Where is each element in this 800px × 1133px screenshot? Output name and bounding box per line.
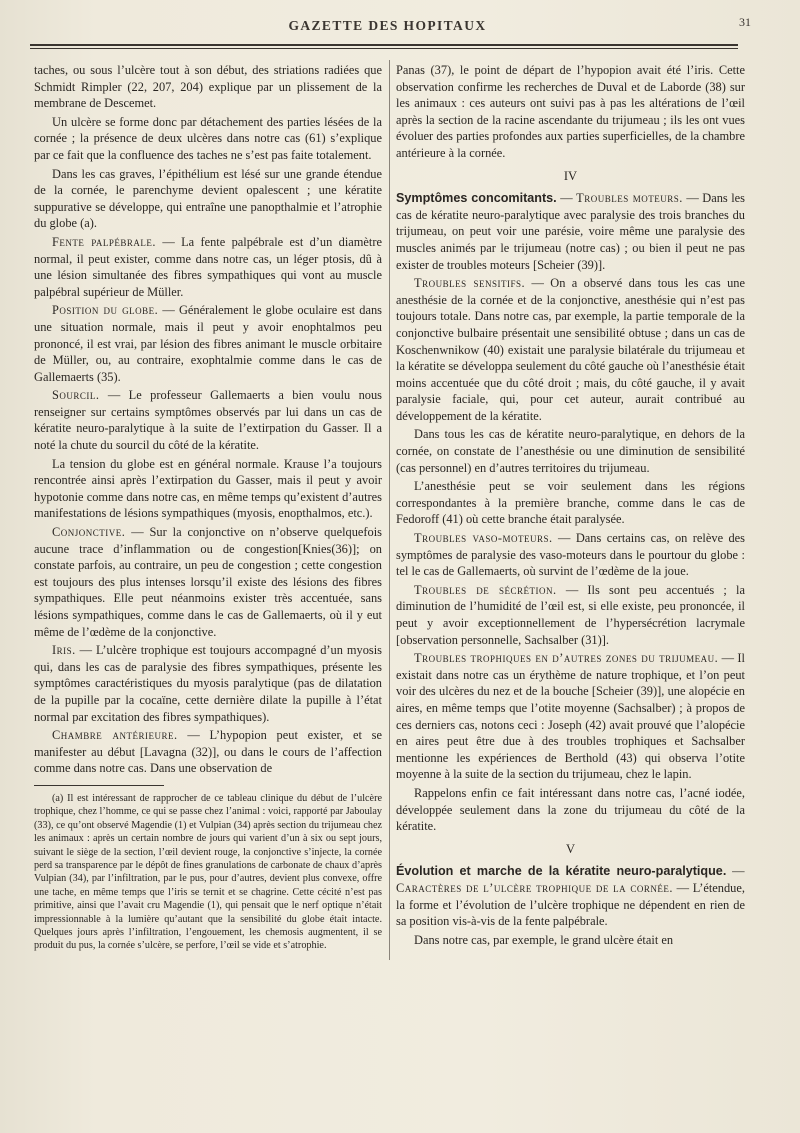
paragraph-text: — L’étendue, la forme et l’évolution de l’ulcère trophique ne dépendent en rien de sa position vis-à-vis de la fente palpébrale. — [396, 880, 745, 929]
paragraph: Dans les cas graves, l’épithélium est lésé sur une grande étendue de la cornée, le parenchyme devient opalescent ; une kératite suppurative se développe, qui entraîne une panopthalmie et l’atrophie du globe (a). — [34, 166, 382, 231]
paragraph-evolution — [396, 863, 745, 929]
column-divider — [389, 60, 390, 960]
subheading: Troubles de sécrétion. — [414, 582, 557, 597]
paragraph-chambre — [34, 727, 382, 777]
paragraph: taches, ou sous l’ulcère tout à son début, des striations radiées que Schmidt Rimpler (22, 207, 204) explique par un plissement de la membrane de Descemet. — [34, 63, 382, 111]
paragraph-symptomes: Symptômes concomitants. — Troubles moteurs. — Dans les cas de kératite neuro-paralytique avec paralysie des trois branches du trijumeau, on peut voir une parésie, voire même une paralysie des muscles animés par le trijumeau (notre cas) ; ou bien il peut ne pas exister de troubles moteurs [Scheier (39)]. — [396, 191, 745, 272]
subheading: Fente palpébrale. — [52, 234, 156, 249]
paragraph-fente — [34, 234, 382, 300]
paragraph-text: — L’ulcère trophique est toujours accompagné d’un myosis qui, dans les cas de paralysie des fibres sympathiques, présente les symptômes caractéristiques du myosis paralytique (pas de dilatation de la pupille par la cocaïne, cette dernière dilate la pupille à l’état normal par excitation des fibres sympathiques). — [34, 643, 382, 724]
paragraph-iris — [34, 642, 382, 725]
paragraph-trophiques — [396, 650, 745, 783]
paragraph: La tension du globe est en général normale. Krause l’a toujours rencontrée ainsi après l’extirpation du Gasser, mais il peut y avoir hypotonie comme dans notre cas, en même temps qu’existent d’autres manifestations de lésions sympathiques (myosis, enopthalmos, etc.). — [34, 456, 382, 521]
page-number: 31 — [739, 15, 751, 29]
paragraph-conjonctive — [34, 524, 382, 640]
section-heading: Évolution et marche de la kératite neuro-paralytique. — [396, 864, 727, 879]
subheading: Position du globe. — [52, 303, 159, 318]
paragraph: L’anesthésie peut se voir seulement dans les régions correspondantes à la première branche, comme dans le cas de Fedoroff (41) où cette branche était paralysée. — [396, 479, 745, 527]
paragraph-secretion — [396, 582, 745, 648]
paragraph-text: — Le professeur Gallemaerts a bien voulu nous renseigner sur certains symptômes observés par lui dans un cas de kératite neuro-paralytique à la suite de l’extirpation du Gasser. Il a noté la chute du sourcil du côté de la kératite. — [34, 388, 382, 453]
subheading: Troubles vaso-moteurs. — [414, 531, 553, 546]
paragraph-text: — La fente palpébrale est d’un diamètre normal, il peut exister, comme dans notre cas, un léger ptosis, dû à une lésion simultanée des fibres sympathiques qui vont au muscle palpébral supérieur de Müller. — [34, 234, 382, 299]
paragraph-sensitifs — [396, 275, 745, 424]
journal-title: GAZETTE DES HOPITAUX — [288, 18, 487, 33]
subheading: Sourcil. — [52, 388, 100, 403]
paragraph-text: — L’hypopion peut exister, et se manifester au début [Lavagna (32)], ou dans le cours de l’affection comme dans notre cas. Dans une observation de — [34, 728, 382, 776]
section-number: IV — [563, 168, 578, 183]
subheading: — Caractères de l’ulcère trophique de la cornée. — [396, 864, 745, 895]
paragraph-text: — Sur la conjonctive on n’observe quelquefois aucune trace d’inflammation ou de congestion[Knies(36)]; on constate parfois, au contraire, un peu de congestion ; cette congestion est toujours des plus intenses lorsqu’il existe des lésions des fibres sympathiques. Elle peut néanmoins exister très accentuée, sans lésions sympathiques, comme dans le cas de Gallemaerts, où il y eut même de l’œdème de la conjonctive. — [34, 525, 382, 639]
paragraph: Dans tous les cas de kératite neuro-paralytique, en dehors de la cornée, on constate de l’anesthésie ou une diminution de sensibilité (cas personnel) en d’autres territoires du trijumeau. — [396, 427, 745, 475]
paragraph: Dans notre cas, par exemple, le grand ulcère était en — [414, 932, 674, 947]
paragraph-text: — Dans les cas de kératite neuro-paralytique avec paralysie des trois branches du trijumeau, on peut voir une parésie, voire même une paralysie des muscles animés par le trijumeau (notre cas) ; ou bien il peut ne pas exister de troubles moteurs [Scheier (39)]. — [396, 191, 745, 272]
paragraph-vaso — [396, 530, 745, 580]
paragraph: Rappelons enfin ce fait intéressant dans notre cas, l’acné iodée, développée seulement dans la zone du trijumeau du côté de la kératite. — [396, 785, 745, 834]
paragraph-sourcil — [34, 387, 382, 453]
footnote-rule — [34, 785, 164, 786]
subheading: Troubles sensitifs. — [414, 276, 526, 291]
paragraph-text: — On a observé dans tous les cas une anesthésie de la cornée et de la conjonctive, anesthésie qui n’est pas toujours totale. Dans notre cas, par exemple, la partie temporale de la conjonctive bulbaire présentait une sensibilité obtuse ; dans un cas de Koschenwnikow (40) existait une paralysie bilatérale du trijumeau et la kératite se développa seulement du côté gauche où l’anesthésie était moins accentuée que du côté droit ; mais, du côté gauche, il y avait paralysie faciale, qui, pour cet auteur, aurait contribué au développement de la kératite. — [396, 276, 745, 423]
paragraph-position — [34, 302, 382, 385]
left-column — [34, 62, 382, 955]
subheading: Troubles trophiques en d’autres zones du trijumeau. — [414, 651, 719, 666]
header-rule — [30, 44, 738, 46]
header-rule-thin — [30, 48, 738, 49]
paragraph-text: — Dans certains cas, on relève des symptômes de paralysie des vaso-moteurs dans le pourtour du globe : tel le cas de Gallemaerts, où survint de l’œdème de la joue. — [396, 531, 746, 579]
paragraph: Panas (37), le point de départ de l’hypopion avait été l’iris. Cette observation confirme les recherches de Duval et de Laborde (38) sur les animaux : ces auteurs ont suivi pas à pas les altérations de l’œil après la section de la racine ascendante du trijumeau ; ils les ont vues évoluer des parties profondes aux parties superficielles, de la chambre antérieure à la cornée. — [396, 63, 745, 160]
paragraph-text: — Généralement le globe oculaire est dans une situation normale, mais il peut y avoir enophtalmos peu prononcé, il est vrai, par lésion des fibres animant le muscle orbitaire de Müller, ou, au contraire, exophtalmie comme dans le cas de Gallemaerts (35). — [34, 303, 382, 384]
subheading: Iris. — [52, 643, 76, 658]
paragraph: Un ulcère se forme donc par détachement des parties lésées de la cornée ; la présence de deux ulcères dans notre cas (61) s’explique par ce fait que la confluence des taches ne s’est pas faite totalement. — [34, 114, 382, 162]
section-number: V — [565, 841, 576, 856]
right-column — [396, 62, 745, 950]
subheading: Conjonctive. — [52, 525, 126, 540]
subheading: Chambre antérieure. — [52, 728, 178, 743]
section-heading: Symptômes concomitants. — [396, 191, 557, 206]
footnote: (a) Il est intéressant de rapprocher de ce tableau clinique du début de l’ulcère trophique, chez l’homme, ce qui se passe chez l’animal : voici, rapporté par Jaboulay (33), ce qu’ont observé Magendie (1) et Vulpian (34) après section du trijumeau chez les animaux : après un certain nombre de jours qui varient d’un à six ou sept jours, suivant le siège de la section, l’œil devient rouge, la conjonctive s’injecte, la cornée perd sa transparence par le dépôt de fines granulations de carbonate de chaux d’après Vulpian (34), par l’infiltration, par le pus, pour d’autres, devient plus convexe, offre une tache, en même temps que l’iris se ternit et se chagrine. Cette cécité n’est pas primitive, ainsi que l’avait cru Magendie (1), qui pensait que le nerf optique n’était impressionnable à la lumière qu’autant que la sensibilité du globe était intacte. Quelques jours après l’infiltration, l’engouement, les chemosis augmentent, il se produit du pus, la cornée s’ulcère, se perfore, l’œil se vide et s’atrophie. — [34, 792, 382, 952]
running-header — [30, 12, 751, 42]
paragraph-text: — Il existait dans notre cas un érythème de nature trophique, et l’on peut voir des ulcères du nez et de la bouche [Scheier (39)], une alopécie en aires, en même temps que l’otite moyenne (Sachsalber) ; à propos de ces derniers cas, notons ceci : Joseph (42) avait prouvé que l’alopécie en aires peut être due à des troubles trophiques et Sachsalber mentionne les expériences de Berthold (43) qui observa l’otite moyenne à la suite de la section du trijumeau, chez le lapin. — [396, 651, 746, 782]
subheading: Troubles moteurs. — [576, 191, 683, 206]
paragraph-text: — Ils sont peu accentués ; la diminution de l’humidité de l’œil est, si elle existe, peu prononcée, il peut y avoir exceptionnellement de l’hypersécrétion lacrymale [observation personnelle, Sachsalber (31)]. — [396, 582, 745, 647]
